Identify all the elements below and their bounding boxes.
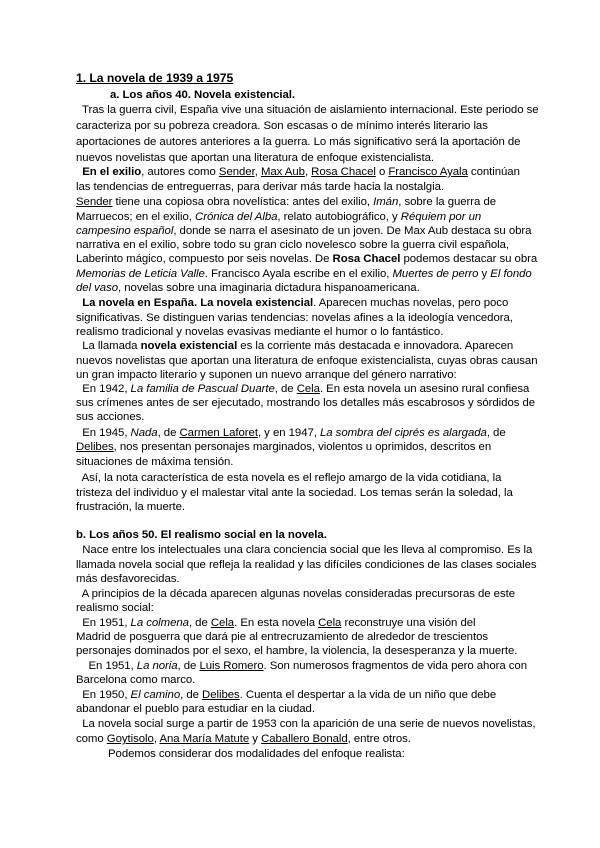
text-line — [76, 136, 536, 149]
text-segment: , de — [177, 660, 200, 672]
text-segment: Barcelona como marco. — [76, 674, 196, 686]
text-segment: El fondo — [490, 268, 532, 280]
text-line — [76, 602, 536, 615]
text-segment: . Francisco Ayala escribe en el exilio, — [204, 268, 393, 280]
text-line — [76, 211, 536, 224]
text-segment: , entre otros. — [347, 733, 411, 745]
text-segment: En 1951, — [76, 660, 137, 672]
text-segment: aportaciones de autores anteriores a la guerra. Lo más significativo será la aportación de — [76, 136, 521, 148]
text-segment: realismo social: — [76, 602, 154, 614]
text-segment: , de — [180, 689, 203, 701]
text-segment: A principios de la década aparecen algunas novelas consideradas precursoras de este — [76, 588, 516, 600]
author-link[interactable]: Sender — [218, 166, 255, 178]
text-segment: En 1950, — [76, 689, 131, 701]
text-line — [76, 397, 536, 410]
text-line — [76, 282, 536, 295]
text-segment: personajes dominados por el sexo, el hambre, la violencia, la desesperanza y la muerte. — [76, 645, 518, 657]
text-segment: Nace entre los intelectuales una clara conciencia social que les lleva al compromiso. Es la — [76, 544, 533, 556]
text-segment: narrativa en el exilio, sobre todo su gran ciclo novelesco sobre la guerra civil española, — [76, 239, 510, 251]
text-segment: La noria — [136, 660, 178, 672]
text-line — [76, 441, 536, 454]
text-line — [76, 152, 536, 165]
text-segment: abandonar el pueblo para estudiar en la ciudad. — [76, 703, 315, 715]
text-line — [76, 718, 536, 731]
text-line — [76, 573, 536, 586]
text-segment: , sobre la guerra de — [398, 196, 497, 208]
text-segment: Réquiem por un — [400, 211, 482, 223]
text-line — [76, 559, 536, 572]
text-segment: Madrid de posguerra que dará pie al entrecruzamiento de alrededor de trescientos — [76, 631, 489, 643]
text-line — [76, 253, 536, 266]
text-segment: novela existencial — [140, 340, 238, 352]
text-line — [76, 120, 536, 133]
text-line — [76, 703, 536, 716]
text-segment: Laberinto mágico, compuesto por seis novelas. De — [76, 253, 333, 265]
text-segment: , de — [188, 617, 211, 629]
author-link[interactable]: Delibes — [76, 441, 114, 453]
text-segment: , novelas sobre una imaginaria dictadura hispanoamericana. — [118, 282, 420, 294]
text-segment: En 1951, — [76, 617, 131, 629]
text-segment: El camino — [130, 689, 181, 701]
text-line — [76, 355, 536, 368]
text-segment: La colmena — [130, 617, 189, 629]
text-segment: tiene una copiosa obra novelística: antes del exilio, — [112, 196, 374, 208]
text-segment: , — [304, 166, 312, 178]
text-line — [76, 369, 536, 382]
text-line — [76, 312, 536, 325]
text-line — [76, 733, 536, 746]
text-segment: sus acciones. — [76, 411, 145, 423]
text-segment: y — [478, 268, 491, 280]
text-segment: Podemos considerar dos modalidades del enfoque realista: — [108, 748, 405, 760]
text-line — [76, 689, 536, 702]
text-segment: . Cuenta el despertar a la vida de un niño que debe — [239, 689, 497, 701]
author-link[interactable]: Goytisolo — [106, 733, 154, 745]
text-segment: , donde se narra el asesinato de un joven. De Max Aub destaca su obra — [173, 225, 532, 237]
text-segment: realismo tradicional y novelas evasivas mediante el humor o lo fantástico. — [76, 326, 444, 338]
text-segment: , — [153, 733, 160, 745]
text-segment: situaciones de máxima tensión. — [76, 456, 234, 468]
text-segment: , y en 1947, — [257, 427, 320, 439]
text-line — [76, 411, 536, 424]
text-segment: llamada novela social que refleja la realidad y las difíciles condiciones de las clases sociales — [76, 559, 537, 571]
text-line — [76, 196, 536, 209]
text-line — [76, 268, 536, 281]
text-segment: . En esta novela un asesino rural confiesa — [319, 383, 530, 395]
text-segment: un gran impacto literario y suponen un nuevo arranque del género narrativo: — [76, 369, 457, 381]
text-segment: más desfavorecidas. — [76, 573, 180, 585]
text-line — [110, 89, 570, 102]
text-segment: Rosa Chacel — [332, 253, 401, 265]
text-segment: campesino español — [76, 225, 174, 237]
text-segment: , autores como — [141, 166, 219, 178]
text-line — [76, 225, 536, 238]
text-segment: . En esta novela — [234, 617, 319, 629]
text-segment: Tras la guerra civil, España vive una situación de aislamiento internacional. Este periodo se — [76, 104, 539, 116]
text-segment: del vaso — [76, 282, 119, 294]
text-line — [76, 529, 536, 542]
text-line — [76, 660, 536, 673]
author-link[interactable]: Cela — [210, 617, 235, 629]
text-segment: , de — [157, 427, 180, 439]
text-segment: En 1942, — [76, 383, 131, 395]
text-segment: La sombra del ciprés es alargada — [320, 427, 487, 439]
author-link[interactable]: Max Aub — [260, 166, 305, 178]
text-line — [76, 501, 536, 514]
text-segment: , — [254, 166, 261, 178]
text-segment: nuevos novelistas que aportan una literatura de enfoque existencialista, cuyas obras causan — [76, 355, 538, 367]
text-segment: podemos destacar su obra — [400, 253, 538, 265]
text-segment: sus crímenes antes de ser ejecutado, mostrando los detalles más escabrosos y sórdidos de — [76, 397, 536, 409]
text-line — [76, 456, 536, 469]
author-link[interactable]: Francisco Ayala — [388, 166, 468, 178]
text-segment: En el exilio — [76, 166, 142, 178]
text-segment: frustración, la muerte. — [76, 501, 186, 513]
text-line — [76, 487, 536, 500]
text-line — [108, 748, 568, 761]
author-link[interactable]: Ana María Matute — [159, 733, 250, 745]
text-segment: nuevos novelistas que aportan una literatura de enfoque existencialista. — [76, 152, 434, 164]
author-link[interactable]: Carmen Laforet — [179, 427, 258, 439]
text-segment: , nos presentan personajes marginados, violentos u oprimidos, descritos en — [113, 441, 492, 453]
text-segment: , de — [274, 383, 297, 395]
text-segment: La novela en España. La novela existencial — [76, 297, 314, 309]
text-line — [76, 588, 536, 601]
text-segment: a. Los años 40. Novela existencial. — [110, 89, 296, 101]
text-line — [76, 427, 536, 440]
text-line — [76, 104, 539, 117]
text-line — [76, 631, 536, 644]
text-segment: es la corriente más destacada e innovadora. Aparecen — [237, 340, 514, 352]
text-segment: Así, la nota característica de esta novela es el reflejo amargo de la vida cotidiana, la — [76, 472, 502, 484]
text-segment: reconstruye una visión del — [341, 617, 476, 629]
text-segment: , relato autobiográfico, y — [277, 211, 401, 223]
author-link[interactable]: Cela — [296, 383, 320, 395]
text-segment: 1. La novela de 1939 a 1975 — [76, 71, 234, 85]
text-segment: Marruecos; en el exilio, — [76, 211, 196, 223]
text-segment: las tendencias de entreguerras, para derivar más tarde hacia la nostalgia. — [76, 181, 444, 193]
author-link[interactable]: Cela — [318, 617, 342, 629]
author-link[interactable]: Caballero Bonald — [261, 733, 348, 745]
text-segment: o — [375, 166, 389, 178]
text-segment: En 1945, — [76, 427, 131, 439]
author-link[interactable]: Luis Romero — [199, 660, 264, 672]
text-line — [76, 72, 536, 85]
text-segment: . Aparecen muchas novelas, pero poco — [313, 297, 509, 309]
text-line — [76, 645, 536, 658]
text-segment: Muertes de perro — [392, 268, 479, 280]
text-segment: , de — [486, 427, 506, 439]
text-line — [76, 239, 536, 252]
text-segment: y — [249, 733, 262, 745]
text-segment: Imán — [373, 196, 399, 208]
text-segment: . Son numerosos fragmentos de vida pero ahora con — [263, 660, 527, 672]
text-segment: La familia de Pascual Duarte — [130, 383, 275, 395]
text-segment: Crónica del Alba — [195, 211, 278, 223]
text-segment: Nada — [130, 427, 158, 439]
text-segment: b. Los años 50. El realismo social en la novela. — [76, 529, 327, 541]
text-line — [76, 297, 536, 310]
text-segment: caracteriza por su pobreza creadora. Son escasas o de mínimo interés literario las — [76, 120, 488, 132]
text-line — [76, 340, 536, 353]
text-segment: La llamada — [76, 340, 141, 352]
author-link[interactable]: Rosa Chacel — [311, 166, 376, 178]
author-link[interactable]: Sender — [76, 196, 113, 208]
text-line — [76, 383, 536, 396]
text-segment: Memorias de Leticia Valle — [76, 268, 205, 280]
text-line — [76, 326, 536, 339]
text-segment: como — [76, 733, 107, 745]
text-segment: significativas. Se distinguen varias tendencias: novelas afines a la ideología vencedora, — [76, 312, 513, 324]
text-line — [76, 166, 536, 179]
text-line — [76, 617, 536, 630]
text-line — [76, 472, 536, 485]
text-segment: La novela social surge a partir de 1953 con la aparición de una serie de nuevos novelistas, — [76, 718, 536, 730]
text-segment: tristeza del individuo y el malestar vital ante la sociedad. Los temas serán la soledad, la — [76, 487, 513, 499]
author-link[interactable]: Delibes — [202, 689, 240, 701]
text-line — [76, 674, 536, 687]
text-segment: continúan — [467, 166, 520, 178]
text-line — [76, 181, 536, 194]
text-line — [76, 544, 536, 557]
